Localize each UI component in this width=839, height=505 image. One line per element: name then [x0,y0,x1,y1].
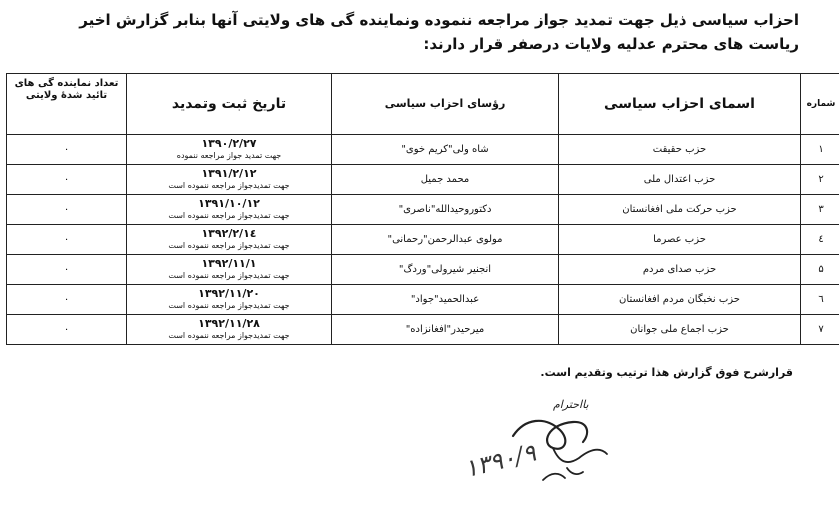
table-row [7,195,839,225]
table-row [7,285,839,315]
registration-date-cell [127,285,332,315]
signature-stroke [553,448,607,462]
row-number: ۳ [801,195,839,225]
intro-paragraph: احزاب سیاسی ذیل جهت تمدید جواز مراجعه ننموده ونماینده گی های ولایتی آنها بنابر گزارش اخیر ریاست های محترم عدلیه ولایات درصفر قرار دارند: [79,11,799,53]
registration-date: ۱۳۹۰/۲/۲۷ [201,136,257,150]
renewal-note: جهت تمدیدجواز مراجعه ننموده است [168,300,290,310]
signature-stroke [543,468,583,480]
provincial-count: ۰ [7,285,127,315]
party-name: حزب اعتدال ملی [559,165,801,195]
handwritten-signature [455,388,655,498]
provincial-count: ۰ [7,135,127,165]
party-name: حزب اجماع ملی جوانان [559,315,801,345]
provincial-count: ۰ [7,165,127,195]
header-provincial-count: تعداد نماینده گی های تائید شدهٔ ولایتی [7,74,127,135]
leader-name: انجنیر شیرولی"وردگ" [332,255,559,285]
registration-date-cell [127,195,332,225]
party-name: حزب نخبگان مردم افغانستان [559,285,801,315]
party-name: حزب صدای مردم [559,255,801,285]
renewal-note: جهت تمدیدجواز مراجعه ننموده است [168,210,290,220]
row-number: ۲ [801,165,839,195]
leader-name: شاه ولی"کریم خوی" [332,135,559,165]
row-number: ۷ [801,315,839,345]
leader-name: میرحیدر"افغانزاده" [332,315,559,345]
header-party-name: اسمای احزاب سیاسی [559,74,801,135]
parties-table [6,73,839,345]
header-registration-date: تاریخ ثبت وتمدید [127,74,332,135]
table-row [7,315,839,345]
party-name: حزب عصرما [559,225,801,255]
leader-name: محمد جمیل [332,165,559,195]
signature-handwritten-date: ۱۳۹۰/۹ [461,438,539,484]
registration-date-cell [127,255,332,285]
closing-statement: قرارشرح فوق گزارش هذا ترتیب وتقدیم است. [540,366,793,379]
provincial-count: ۰ [7,225,127,255]
party-name: حزب حقیقت [559,135,801,165]
table-row [7,165,839,195]
provincial-count: ۰ [7,195,127,225]
renewal-note: جهت تمدیدجواز مراجعه ننموده است [168,330,290,340]
header-leader: رؤسای احزاب سیاسی [332,74,559,135]
renewal-note: جهت تمدیدجواز مراجعه ننموده است [168,270,290,280]
row-number: ٦ [801,285,839,315]
registration-date-cell [127,165,332,195]
registration-date: ۱۳۹۱/۱۰/۱۲ [198,196,260,210]
party-name: حزب حرکت ملی افغانستان [559,195,801,225]
row-number: ۱ [801,135,839,165]
leader-name: دکتوروحیدالله"ناصری" [332,195,559,225]
registration-date: ۱۳۹۲/۲/۱٤ [201,226,257,240]
renewal-note: جهت تمدید جواز مراجعه ننموده [176,150,282,160]
registration-date-cell [127,225,332,255]
registration-date: ۱۳۹۲/۱۱/۲۸ [198,316,260,330]
registration-date: ۱۳۹۱/۲/۱۲ [201,166,257,180]
row-number: ٤ [801,225,839,255]
registration-date-cell [127,135,332,165]
registration-date: ۱۳۹۲/۱۱/۱ [201,256,257,270]
registration-date-cell [127,315,332,345]
registration-date: ۱۳۹۲/۱۱/۲۰ [198,286,260,300]
row-number: ۵ [801,255,839,285]
table-row [7,255,839,285]
header-number: شماره [801,74,839,135]
provincial-count: ۰ [7,255,127,285]
signature-greeting: بااحترام [553,398,589,411]
renewal-note: جهت تمدیدجواز مراجعه ننموده است [168,180,290,190]
provincial-count: ۰ [7,315,127,345]
table-row [7,225,839,255]
leader-name: عبدالحمید"جواد" [332,285,559,315]
table-row [7,135,839,165]
leader-name: مولوی عبدالرحمن"رحمانی" [332,225,559,255]
table-header-row [7,74,839,135]
renewal-note: جهت تمدیدجواز مراجعه ننموده است [168,240,290,250]
